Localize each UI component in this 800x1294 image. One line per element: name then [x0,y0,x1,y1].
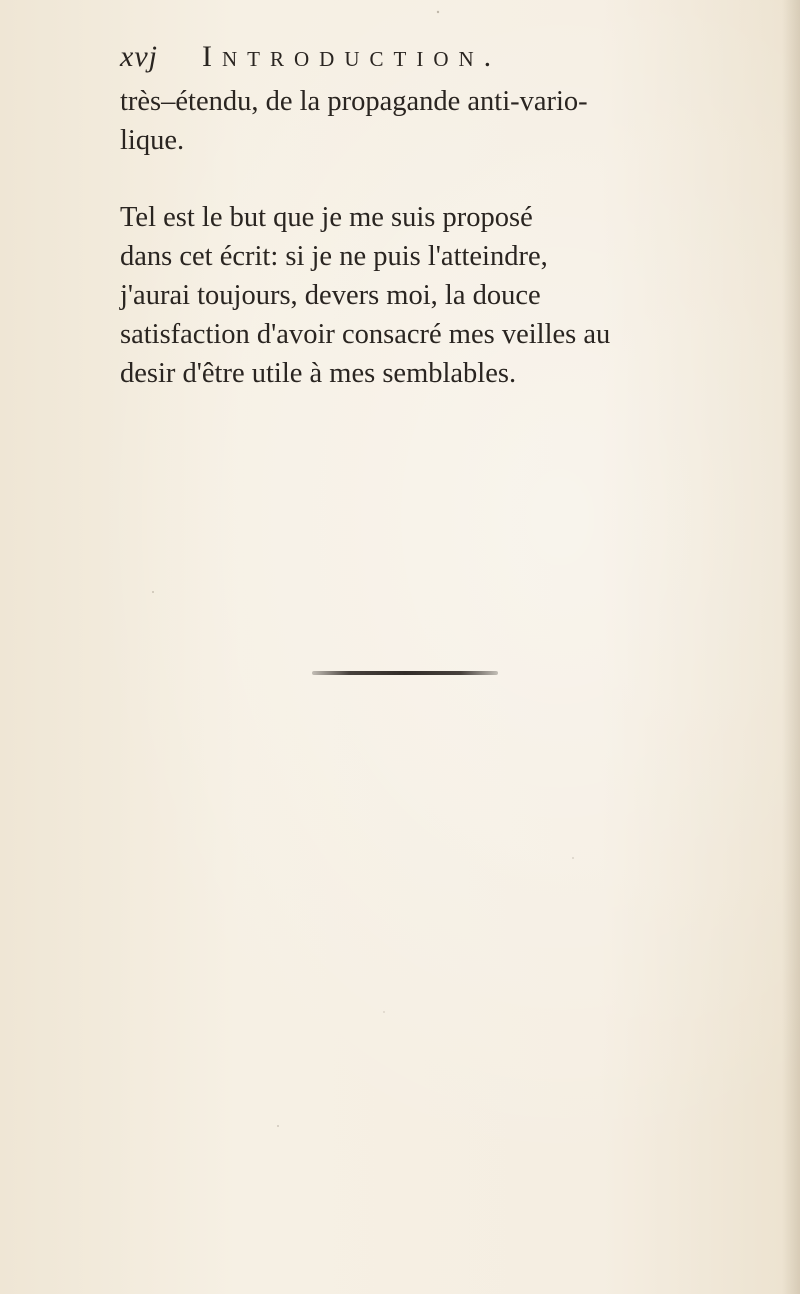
body-text [120,82,660,393]
paragraph-gap [120,160,660,198]
text-line: satisfaction d'avoir consacré mes veilles au [120,319,611,350]
page-header [120,40,640,84]
text-line: dans cet écrit: si je ne puis l'atteindre, [120,241,548,272]
running-title: Introduction. [202,40,502,73]
text-line: j'aurai toujours, devers moi, la douce [120,280,541,311]
text-line: Tel est le but que je me suis proposé [120,202,533,233]
text-line: lique. [120,125,185,156]
page-number: xvj [120,40,158,73]
end-ornament-rule [312,671,498,675]
page-edge-shadow [782,0,800,1294]
text-line: desir d'être utile à mes semblables. [120,358,517,389]
text-line: très–étendu, de la propagande anti-vario- [120,86,588,117]
